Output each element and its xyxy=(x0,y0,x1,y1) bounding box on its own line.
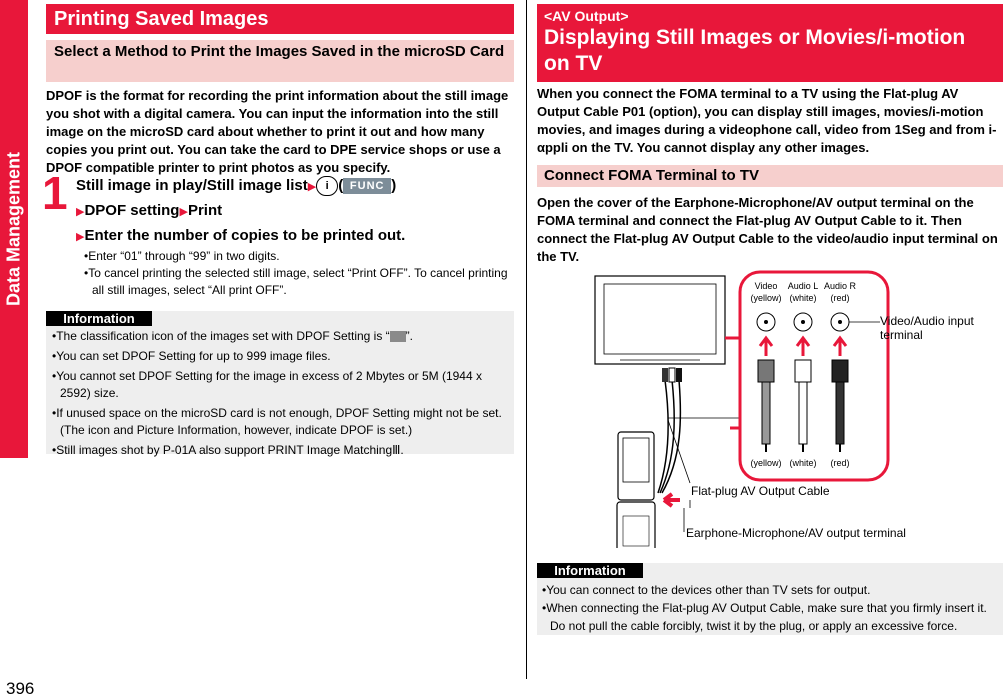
left-section-heading: Select a Method to Print the Images Saved in the microSD Card xyxy=(46,40,514,82)
step-line-1: Still image in play/Still image list▶ i ( FUNC ) xyxy=(76,174,516,199)
right-section-heading: Connect FOMA Terminal to TV xyxy=(537,165,1003,187)
side-section-tab xyxy=(0,0,28,458)
diagram-graphic xyxy=(590,268,1002,548)
right-intro-text: When you connect the FOMA terminal to a TV using the Flat-plug AV Output Cable P01 (option), you can display still images, movies/i-motion movies, and images during a videophone call, video from 1Seg and from i-αppli on the TV. You cannot display any other images. xyxy=(537,86,997,155)
right-page-title: Displaying Still Images or Movies/i-motion on TV xyxy=(544,26,966,75)
information-list xyxy=(52,328,508,459)
right-information-box xyxy=(537,563,1003,635)
left-information-box xyxy=(46,311,514,457)
step-line-2: ▶DPOF setting▶Print xyxy=(76,202,223,219)
tv-connection-diagram xyxy=(590,268,1002,548)
jack-audio-r-label: Audio R (red) xyxy=(823,281,857,303)
list-item: •When connecting the Flat-plug AV Output Cable, make sure that you firmly insert it. Do not pull the cable forcibly, twist it by the plug, or apply an excessive force. xyxy=(542,601,987,633)
right-title-tag: <AV Output> xyxy=(544,8,629,24)
step-instructions xyxy=(76,174,516,249)
list-item: •Still images shot by P-01A also support PRINT Image MatchingⅢ. xyxy=(52,443,404,457)
information-list xyxy=(542,581,998,635)
list-item: •If unused space on the microSD card is not enough, DPOF Setting might not be set. (The icon and Picture Information, however, indicate DPOF is set.) xyxy=(52,406,502,437)
arrow-icon: ▶ xyxy=(307,181,317,193)
arrow-icon: ▶ xyxy=(179,206,188,218)
video-audio-input-label: Video/Audio input terminal xyxy=(880,314,974,342)
arrow-icon: ▶ xyxy=(76,206,85,218)
arrow-icon: ▶ xyxy=(76,231,85,243)
terminal-label: Earphone-Microphone/AV output terminal xyxy=(686,526,906,540)
page-number: 396 xyxy=(6,679,35,698)
right-page-title-block xyxy=(537,4,1003,82)
list-item: •You can connect to the devices other than TV sets for output. xyxy=(542,583,871,597)
list-item: •You cannot set DPOF Setting for the image in excess of 2 Mbytes or 5M (1944 x 2592) size. xyxy=(52,369,482,400)
side-section-label: Data Management xyxy=(3,151,24,307)
list-item: •You can set DPOF Setting for up to 999 image files. xyxy=(52,349,331,363)
step-notes xyxy=(84,248,512,299)
plug-yellow-label: (yellow) xyxy=(750,458,782,468)
func-icon: FUNC xyxy=(343,178,391,194)
column-divider xyxy=(526,0,527,679)
list-item: •Enter “01” through “99” in two digits. xyxy=(84,249,280,263)
cable-label: Flat-plug AV Output Cable xyxy=(691,484,830,498)
list-item: •To cancel printing the selected still image, select “Print OFF”. To cancel printing all still images, select “All print OFF”. xyxy=(84,266,508,297)
right-instruction-text: Open the cover of the Earphone-Microphone/AV output terminal on the FOMA terminal and connect the Flat-plug AV Output Cable to it. Then connect the Flat-plug AV Output Cable to the video/audio input terminal on the TV. xyxy=(537,195,998,264)
list-item: •The classification icon of the images set with DPOF Setting is “ ”. xyxy=(52,329,414,343)
phone-icon xyxy=(617,432,655,548)
left-page-title: Printing Saved Images xyxy=(46,4,514,34)
step-number: 1 xyxy=(42,167,68,219)
plug-white-label: (white) xyxy=(789,458,817,468)
jack-video-label: Video (yellow) xyxy=(750,281,782,303)
plug-red-label: (red) xyxy=(830,458,850,468)
information-label: Information xyxy=(537,563,643,578)
dpof-icon xyxy=(390,331,406,342)
step-line-3: ▶Enter the number of copies to be printed out. xyxy=(76,227,406,244)
information-label: Information xyxy=(46,311,152,326)
menu-key-icon: i xyxy=(316,176,338,196)
jack-audio-l-label: Audio L (white) xyxy=(787,281,819,303)
left-intro-text: DPOF is the format for recording the print information about the still image you shot with a digital camera. You can input the information into the still image on the microSD card about whether to print it out and how many copies you print out. You can take the card to DPE service shops or use a DPOF compatible printer to print photos as you specify. xyxy=(46,88,509,175)
